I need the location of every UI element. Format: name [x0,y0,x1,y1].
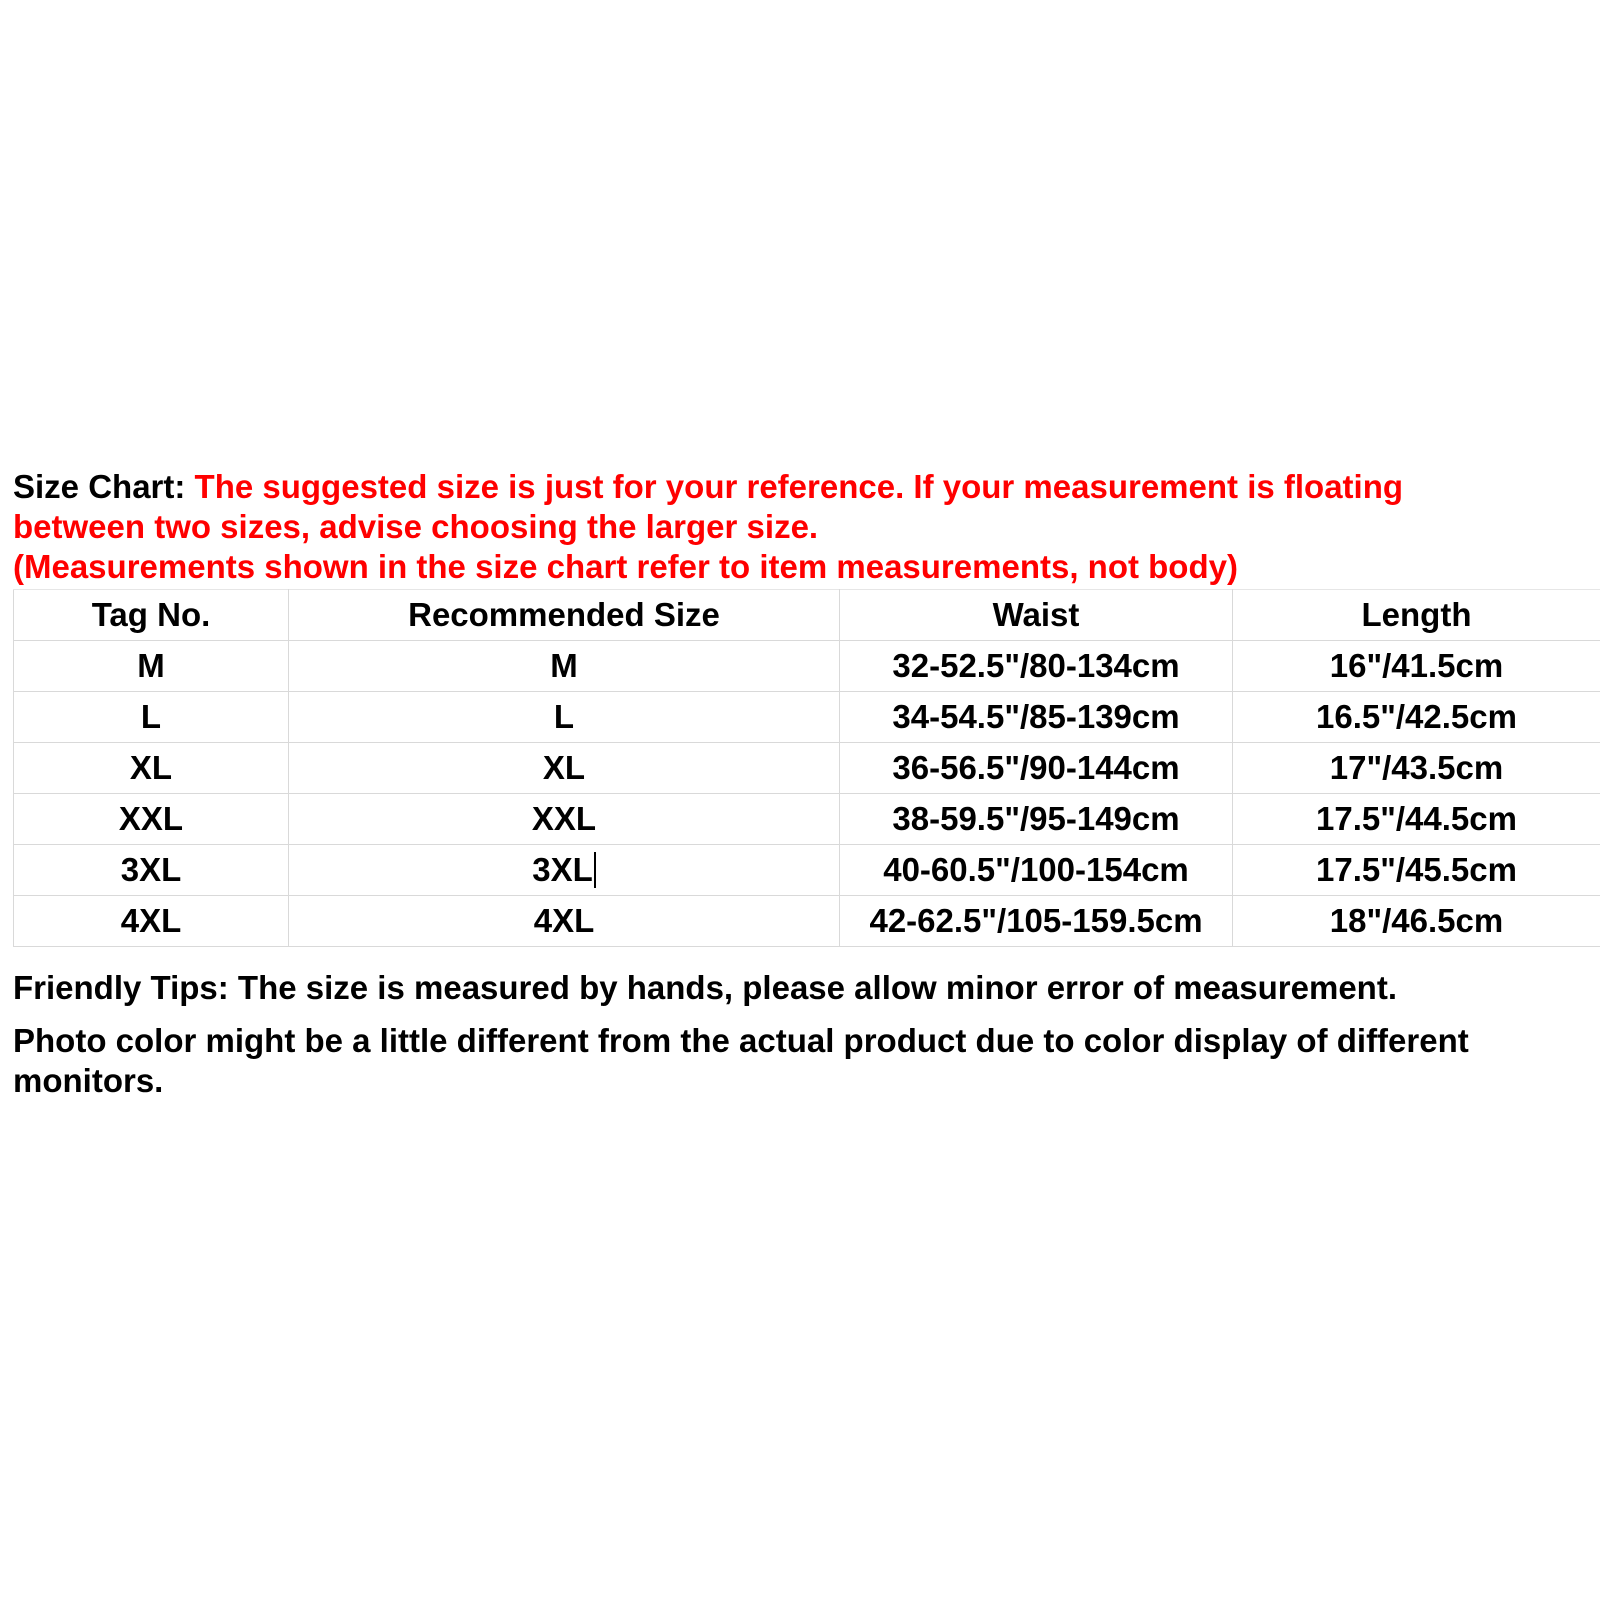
waist-cell: 32-52.5"/80-134cm [840,641,1233,692]
column-header-recommended: Recommended Size [289,590,840,641]
recommended-value: 3XL [532,851,593,888]
length-cell: 17.5"/44.5cm [1233,794,1600,845]
header-line-1 [13,467,1573,507]
larger-size-advice: between two sizes, advise choosing the larger size. [13,508,819,545]
length-cell: 17.5"/45.5cm [1233,845,1600,896]
length-cell: 18"/46.5cm [1233,896,1600,947]
waist-cell: 36-56.5"/90-144cm [840,743,1233,794]
recommended-cell: M [289,641,840,692]
length-cell: 16"/41.5cm [1233,641,1600,692]
table-row [14,641,1600,692]
table-row [14,845,1600,896]
tag-cell: L [14,692,289,743]
table-row [14,692,1600,743]
friendly-tips [13,968,1583,1101]
recommended-cell: XL [289,743,840,794]
tag-cell: M [14,641,289,692]
measurement-note: (Measurements shown in the size chart refer to item measurements, not body) [13,548,1238,585]
table-row [14,896,1600,947]
tag-cell: 3XL [14,845,289,896]
reference-note: The suggested size is just for your reference. If your measurement is floating [194,468,1404,505]
recommended-cell: L [289,692,840,743]
text-cursor [594,852,596,888]
column-header-waist: Waist [840,590,1233,641]
recommended-cell: XXL [289,794,840,845]
color-tip-line-2: monitors. [13,1062,164,1099]
column-header-length: Length [1233,590,1600,641]
column-header-tag: Tag No. [14,590,289,641]
recommended-cell: 4XL [289,896,840,947]
tag-cell: 4XL [14,896,289,947]
length-cell: 16.5"/42.5cm [1233,692,1600,743]
length-cell: 17"/43.5cm [1233,743,1600,794]
waist-cell: 42-62.5"/105-159.5cm [840,896,1233,947]
color-tip-line-1: Photo color might be a little different from the actual product due to color display of different [13,1022,1469,1059]
waist-cell: 34-54.5"/85-139cm [840,692,1233,743]
table-row [14,794,1600,845]
table-header-row [14,590,1600,641]
measurement-tip: Friendly Tips: The size is measured by hands, please allow minor error of measurement. [13,969,1397,1006]
size-chart-header [13,467,1573,587]
size-table [13,589,1600,947]
recommended-cell [289,845,840,896]
waist-cell: 38-59.5"/95-149cm [840,794,1233,845]
tag-cell: XL [14,743,289,794]
table-row [14,743,1600,794]
tag-cell: XXL [14,794,289,845]
size-chart-label: Size Chart: [13,468,195,505]
waist-cell: 40-60.5"/100-154cm [840,845,1233,896]
color-tip [13,1021,1583,1101]
